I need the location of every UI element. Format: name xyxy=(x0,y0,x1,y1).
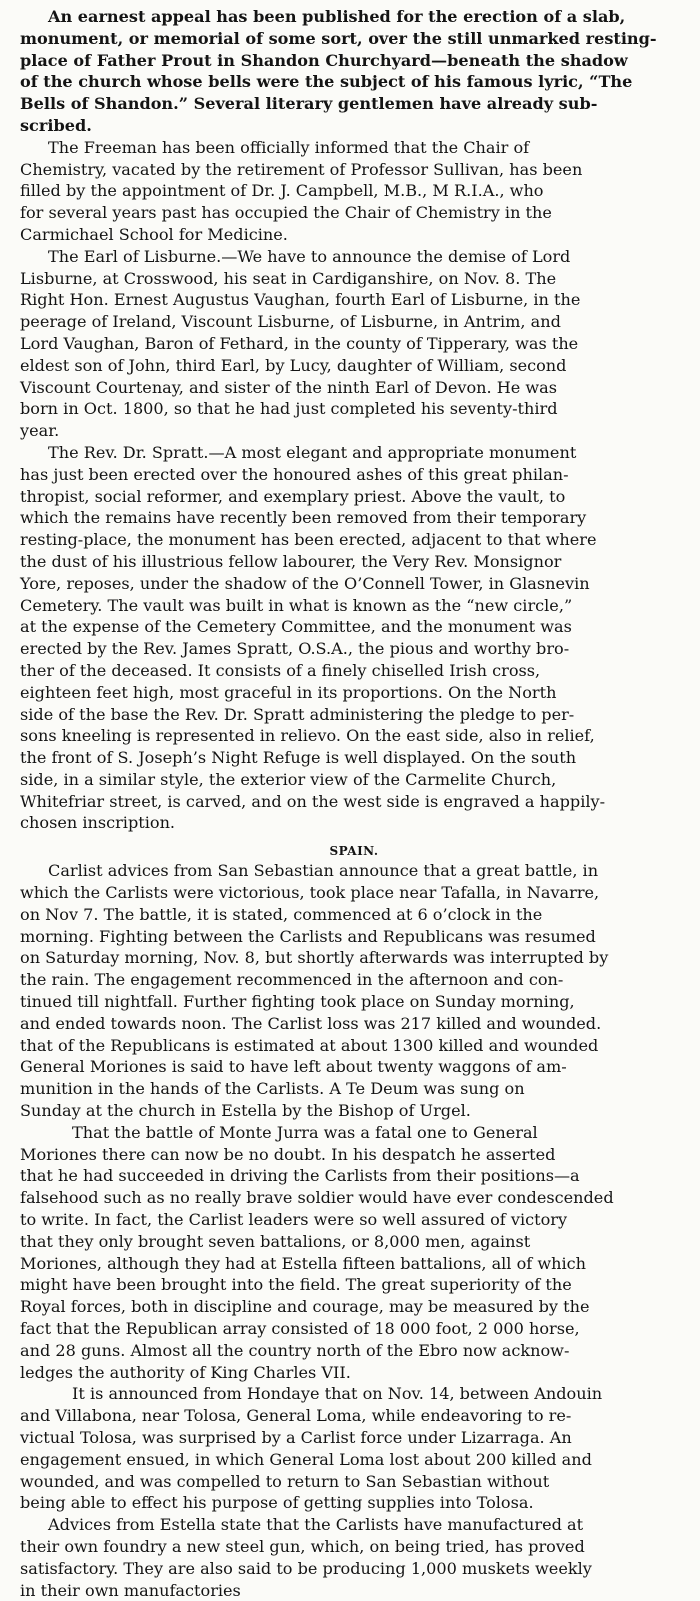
paragraph-dr-spratt-monument: The Rev. Dr. Spratt.—A most elegant and appropriate monument has just been erected over the honoured ashes of this great philan- thropist, social reformer, and exemplary priest. Above the vault, to which the remains have recently been removed from their temporary resting-place, the monument has been erected, adjacent to that where the dust of his illustrious fellow labourer, the Very Rev. Monsignor Yore, reposes, under the shadow of the O’Connell Tower, in Glasnevin Cemetery. The vault was built in what is known as the “new circle,” at the expense of the Cemetery Committee, and the monument was erected by the Rev. James Spratt, O.S.A., the pious and worthy bro- ther of the deceased. It consists of a finely chiselled Irish cross, eighteen feet high, most graceful in its proportions. On the North side of the base the Rev. Dr. Spratt administering the pledge to per- sons kneeling is represented in relievo. On the east side, also in relief, the front of S. Joseph’s Night Refuge is well displayed. On the south side, in a similar style, the exterior view of the Carmelite Church, Whitefriar street, is carved, and on the west side is engraved a happily- chosen inscription. xyxy=(20,442,606,833)
section-heading-spain: SPAIN. xyxy=(329,844,379,859)
paragraph-hondaye: It is announced from Hondaye that on Nov. 14, between Andouin and Villabona, near Tolosa, General Loma, while endeavoring to re- victual Tolosa, was surprised by a Carlist force under Lizarraga. An engagement ensued, in which General Loma lost about 200 killed and wounded, and was compelled to return to San Sebastian without being able to effect his purpose of getting supplies into Tolosa. xyxy=(20,1384,603,1513)
paragraph-father-prout: An earnest appeal has been published for the erection of a slab, monument, or memorial of some sort, over the still unmarked resting- place of Father Prout in Shandon Churchyard—beneath the shadow of the church whose bells were the subject of his famous lyric, “The Bells of Shandon.” Several literary gentlemen have already sub- scribed. xyxy=(20,7,657,135)
paragraph-monte-jurra: That the battle of Monte Jurra was a fatal one to General Moriones there can now be no doubt. In his despatch he asserted that he had succeeded in driving the Carlists from their positions—a falsehood such as no really brave soldier would have ever condescended to write. In fact, the Carlist leaders were so well assured of victory that they only brought seven battalions, or 8,000 men, against Moriones, although they had at Estella fifteen battalions, all of which might have been brought into the field. The great superiority of the Royal forces, both in discipline and courage, may be measured by the fact that the Republican array consisted of 18 000 foot, 2 000 horse, and 28 guns. Almost all the country north of the Ebro now acknow- ledges the authority of King Charles VII. xyxy=(20,1122,614,1382)
paragraph-earl-of-lisburne: The Earl of Lisburne.—We have to announce the demise of Lord Lisburne, at Crosswood, his seat in Cardiganshire, on Nov. 8. The Right Hon. Ernest Augustus Vaughan, fourth Earl of Lisburne, in the peerage of Ireland, Viscount Lisburne, of Lisburne, in Antrim, and Lord Vaughan, Baron of Fethard, in the county of Tipperary, was the eldest son of John, third Earl, by Lucy, daughter of William, second Viscount Courtenay, and sister of the ninth Earl of Devon. He was born in Oct. 1800, so that he had just completed his seventy-third year. xyxy=(20,246,581,441)
paragraph-estella-foundry: Advices from Estella state that the Carlists have manufactured at their own foundry a new steel gun, which, on being tried, has proved satisfactory. They are also said to be producing 1,000 muskets weekly in their own manufactories xyxy=(20,1515,592,1600)
paragraph-chair-of-chemistry: The Freeman has been officially informed that the Chair of Chemistry, vacated by the retirement of Professor Sullivan, has been filled by the appointment of Dr. J. Campbell, M.B., M R.I.A., who for several years past has occupied the Chair of Chemistry in the Carmichael School for Medicine. xyxy=(20,137,583,244)
paragraph-carlist-battle: Carlist advices from San Sebastian announce that a great battle, in which the Carlists were victorious, took place near Tafalla, in Navarre, on Nov 7. The battle, it is stated, commenced at 6 o’clock in the morning. Fighting between the Carlists and Republicans was resumed on Saturday morning, Nov. 8, but shortly afterwards was interrupted by the rain. The engagement recommenced in the afternoon and con- tinued till nightfall. Further fighting took place on Sunday morning, and ended towards noon. The Carlist loss was 217 killed and wounded. that of the Republicans is estimated at about 1300 killed and wounded General Moriones is said to have left about twenty waggons of am- munition in the hands of the Carlists. A Te Deum was sung on Sunday at the church in Estella by the Bishop of Urgel. xyxy=(20,861,609,1121)
